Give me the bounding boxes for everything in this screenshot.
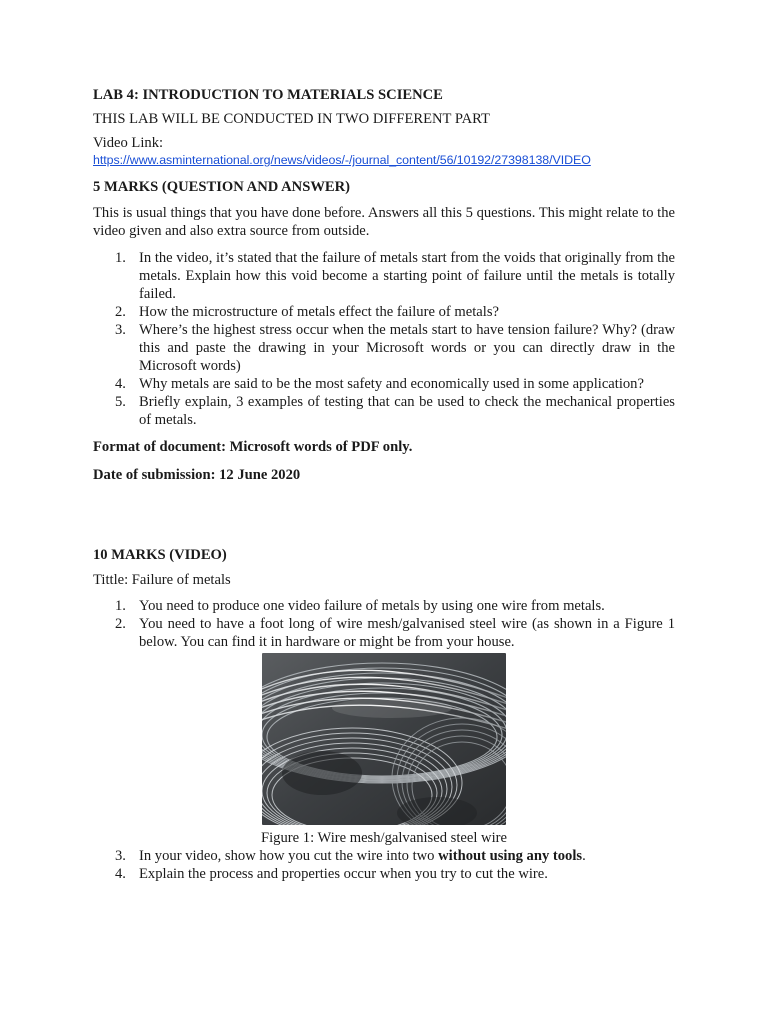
emphasis-text: without using any tools bbox=[438, 848, 583, 864]
list-item bbox=[93, 321, 675, 375]
section2-title: 10 MARKS (VIDEO) bbox=[93, 547, 227, 563]
instruction-text: You need to have a foot long of wire mesh/galvanised steel wire (as shown in a Figure 1 below. You can find it in hardware or might be from your house. bbox=[139, 616, 675, 650]
list-number: 5. bbox=[115, 394, 126, 410]
video-tittle: Tittle: Failure of metals bbox=[93, 572, 231, 588]
video-instruction-list bbox=[93, 597, 675, 651]
video-link[interactable]: https://www.asminternational.org/news/videos/-/journal_content/56/10192/27398138/VIDEO bbox=[93, 153, 591, 167]
list-number: 1. bbox=[115, 250, 126, 266]
figure-caption: Figure 1: Wire mesh/galvanised steel wire bbox=[261, 830, 507, 846]
list-number: 3. bbox=[115, 848, 126, 864]
list-item bbox=[93, 597, 675, 615]
question-text: Why metals are said to be the most safety and economically used in some application? bbox=[139, 376, 644, 392]
section1-intro: This is usual things that you have done before. Answers all this 5 questions. This might relate to the video given and also extra source from outside. bbox=[93, 205, 675, 239]
video-instruction-list-continued bbox=[93, 847, 675, 883]
instruction-text: Explain the process and properties occur when you try to cut the wire. bbox=[139, 866, 548, 882]
list-number: 4. bbox=[115, 376, 126, 392]
instruction-text: In your video, show how you cut the wire into two bbox=[139, 848, 439, 864]
instruction-text: You need to produce one video failure of metals by using one wire from metals. bbox=[139, 598, 605, 614]
list-number: 1. bbox=[115, 598, 126, 614]
list-number: 4. bbox=[115, 866, 126, 882]
question-list bbox=[93, 249, 675, 429]
video-link-label: Video Link: bbox=[93, 135, 164, 151]
lab-subheading: THIS LAB WILL BE CONDUCTED IN TWO DIFFERENT PART bbox=[93, 111, 490, 127]
list-number: 2. bbox=[115, 616, 126, 632]
document-format: Format of document: Microsoft words of PDF only. bbox=[93, 439, 413, 455]
list-item bbox=[93, 847, 675, 865]
question-text: Briefly explain, 3 examples of testing that can be used to check the mechanical properties of metals. bbox=[139, 394, 675, 428]
list-item bbox=[93, 615, 675, 651]
instruction-text-end: . bbox=[582, 848, 586, 864]
list-item bbox=[93, 393, 675, 429]
list-item bbox=[93, 865, 675, 883]
list-item bbox=[93, 303, 675, 321]
list-item bbox=[93, 375, 675, 393]
question-text: In the video, it’s stated that the failure of metals start from the voids that originally from the metals. Explain how this void become a starting point of failure until the metals is totally failed. bbox=[139, 250, 675, 302]
list-number: 2. bbox=[115, 304, 126, 320]
section1-title: 5 MARKS (QUESTION AND ANSWER) bbox=[93, 179, 351, 195]
question-text: Where’s the highest stress occur when the metals start to have tension failure? Why? (draw this and paste the drawing in your Microsoft words or you can directly draw in the Microsoft words) bbox=[139, 322, 675, 374]
list-item bbox=[93, 249, 675, 303]
list-number: 3. bbox=[115, 322, 126, 338]
wire-coil-photo bbox=[262, 653, 506, 825]
question-text: How the microstructure of metals effect the failure of metals? bbox=[139, 304, 499, 320]
document-page bbox=[93, 86, 675, 883]
submission-date: Date of submission: 12 June 2020 bbox=[93, 467, 301, 483]
lab-heading: LAB 4: INTRODUCTION TO MATERIALS SCIENCE bbox=[93, 87, 443, 103]
